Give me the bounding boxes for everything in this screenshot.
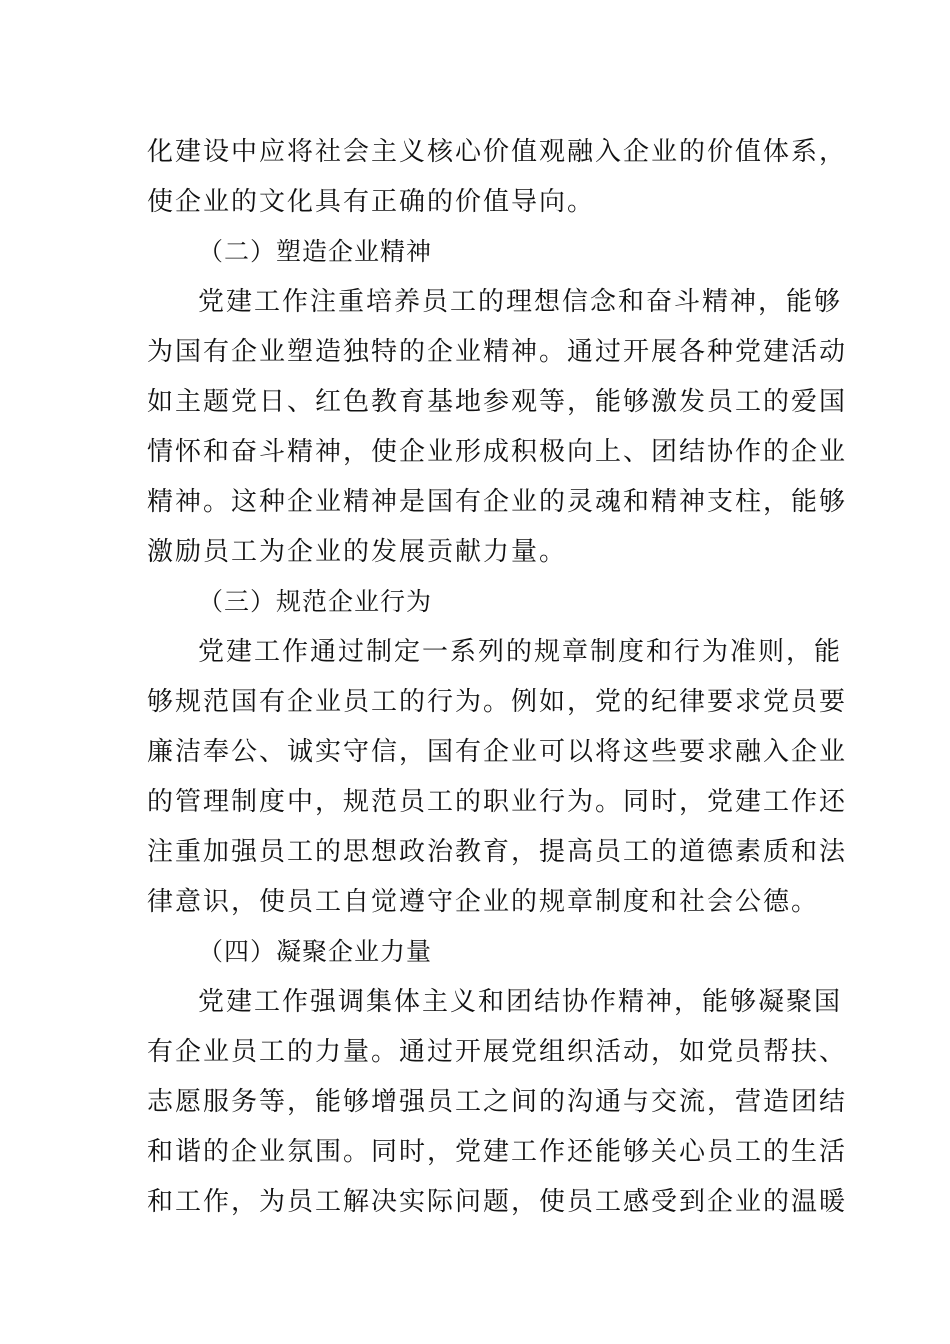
paragraph-line: 党建工作强调集体主义和团结协作精神，能够凝聚国 <box>198 987 843 1017</box>
paragraph-line: 精神。这种企业精神是国有企业的灵魂和精神支柱，能够 <box>147 487 848 517</box>
paragraph-line: 廉洁奉公、诚实守信，国有企业可以将这些要求融入企业 <box>147 737 848 767</box>
paragraph-line: 志愿服务等，能够增强员工之间的沟通与交流，营造团结 <box>147 1087 848 1117</box>
paragraph-line: 如主题党日、红色教育基地参观等，能够激发员工的爱国 <box>147 387 848 417</box>
paragraph-line: 有企业员工的力量。通过开展党组织活动，如党员帮扶、 <box>147 1037 848 1067</box>
paragraph-line: 够规范国有企业员工的行为。例如，党的纪律要求党员要 <box>147 687 848 717</box>
section-heading: （四）凝聚企业力量 <box>198 937 433 966</box>
section-heading: （二）塑造企业精神 <box>198 237 433 266</box>
section-heading: （三）规范企业行为 <box>198 587 433 616</box>
paragraph-line: 使企业的文化具有正确的价值导向。 <box>147 187 596 217</box>
paragraph-line: 情怀和奋斗精神，使企业形成积极向上、团结协作的企业 <box>147 437 848 467</box>
paragraph-line: 注重加强员工的思想政治教育，提高员工的道德素质和法 <box>147 837 848 867</box>
paragraph-line: 律意识，使员工自觉遵守企业的规章制度和社会公德。 <box>147 887 820 917</box>
paragraph-line: 化建设中应将社会主义核心价值观融入企业的价值体系， <box>147 137 848 167</box>
paragraph-line: 党建工作注重培养员工的理想信念和奋斗精神，能够 <box>198 287 843 317</box>
paragraph-line: 和谐的企业氛围。同时，党建工作还能够关心员工的生活 <box>147 1137 848 1167</box>
paragraph-line: 激励员工为企业的发展贡献力量。 <box>147 537 568 567</box>
paragraph-line: 为国有企业塑造独特的企业精神。通过开展各种党建活动 <box>147 337 848 367</box>
paragraph-line: 党建工作通过制定一系列的规章制度和行为准则，能 <box>198 637 843 667</box>
paragraph-line: 和工作，为员工解决实际问题，使员工感受到企业的温暖 <box>147 1187 848 1217</box>
paragraph-line: 的管理制度中，规范员工的职业行为。同时，党建工作还 <box>147 787 848 817</box>
